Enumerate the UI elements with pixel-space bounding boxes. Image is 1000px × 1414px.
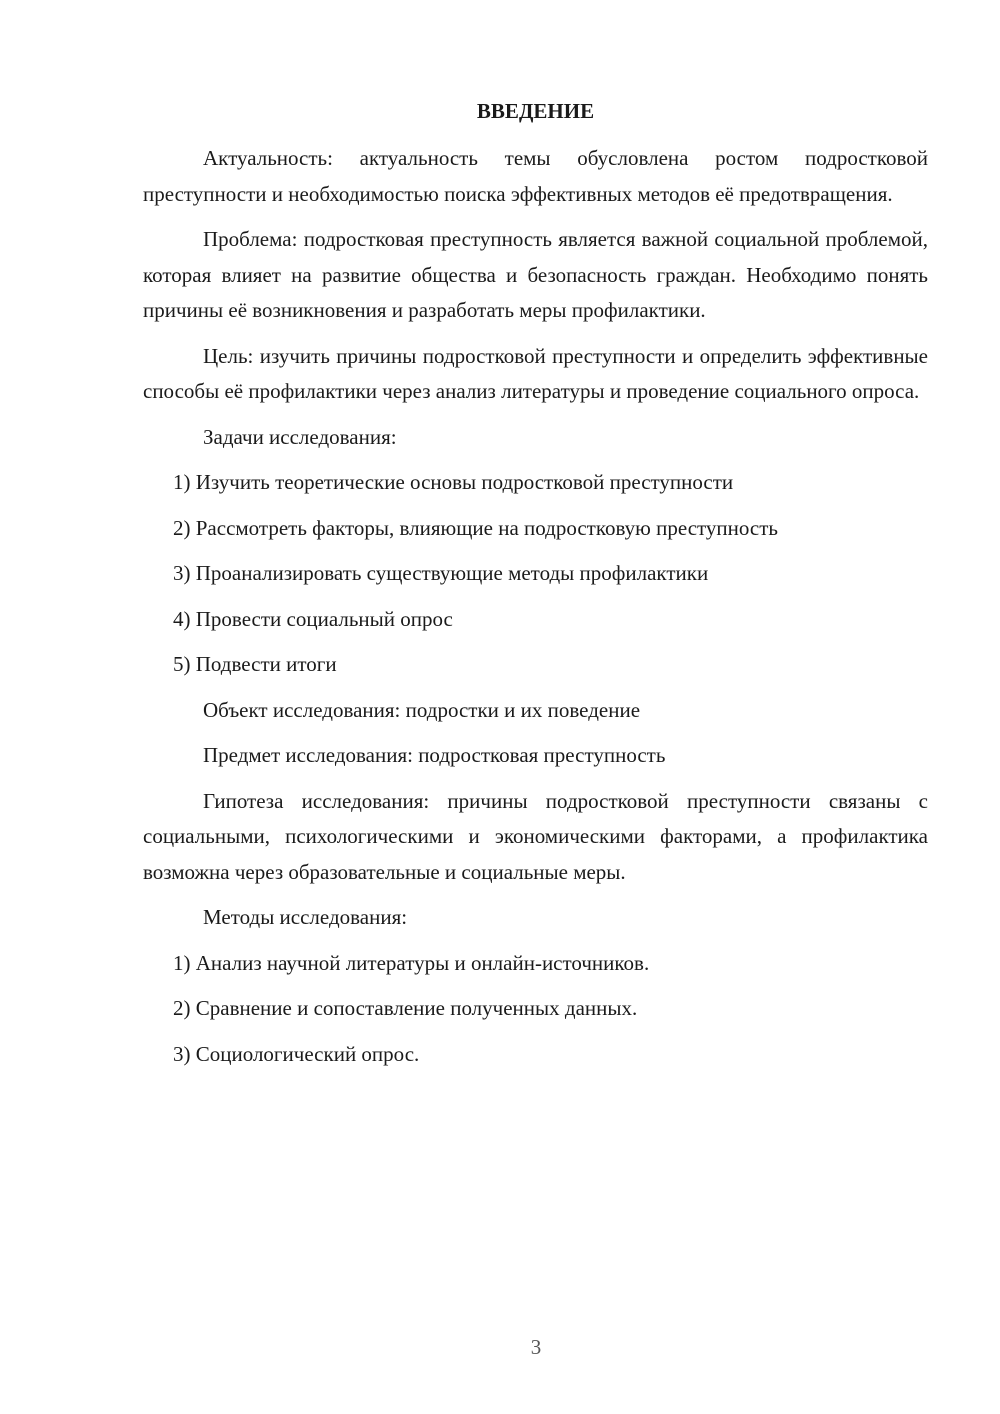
- tasks-list: [143, 465, 928, 683]
- list-item: 2) Рассмотреть факторы, влияющие на подростковую преступность: [173, 515, 779, 540]
- object-line: Объект исследования: подростки и их поведение: [203, 697, 641, 722]
- list-item: 1) Анализ научной литературы и онлайн-источников.: [173, 950, 650, 975]
- list-item: 1) Изучить теоретические основы подростковой преступности: [173, 470, 734, 494]
- goal-paragraph: Цель: изучить причины подростковой преступности и определить эффективные способы её профилактики через анализ литературы и проведение социального опроса.: [143, 343, 928, 403]
- page-title: ВВЕДЕНИЕ: [476, 99, 595, 123]
- problem-paragraph: Проблема: подростковая преступность является важной социальной проблемой, которая влияет на развитие общества и безопасность граждан. Необходимо понять причины её возникновения и разработать меры профилактики.: [143, 227, 928, 322]
- list-item: 4) Провести социальный опрос: [173, 606, 453, 631]
- subject-line: Предмет исследования: подростковая преступность: [203, 743, 666, 767]
- tasks-heading: Задачи исследования:: [203, 424, 397, 449]
- relevance-paragraph: Актуальность: актуальность темы обусловлена ростом подростковой преступности и необходимостью поиска эффективных методов её предотвращения.: [143, 146, 928, 206]
- list-item: 5) Подвести итоги: [173, 652, 337, 676]
- document-body: [143, 141, 928, 1082]
- list-item: 2) Сравнение и сопоставление полученных данных.: [173, 996, 638, 1020]
- page-number: 3: [530, 1335, 542, 1359]
- list-item: 3) Проанализировать существующие методы профилактики: [173, 561, 709, 585]
- hypothesis-paragraph: Гипотеза исследования: причины подростковой преступности связаны с социальными, психологическими и экономическими факторами, а профилактика возможна через образовательные и социальные меры.: [143, 788, 928, 884]
- list-item: 3) Социологический опрос.: [173, 1041, 420, 1066]
- methods-list: [143, 946, 928, 1073]
- methods-heading: Методы исследования:: [203, 905, 408, 929]
